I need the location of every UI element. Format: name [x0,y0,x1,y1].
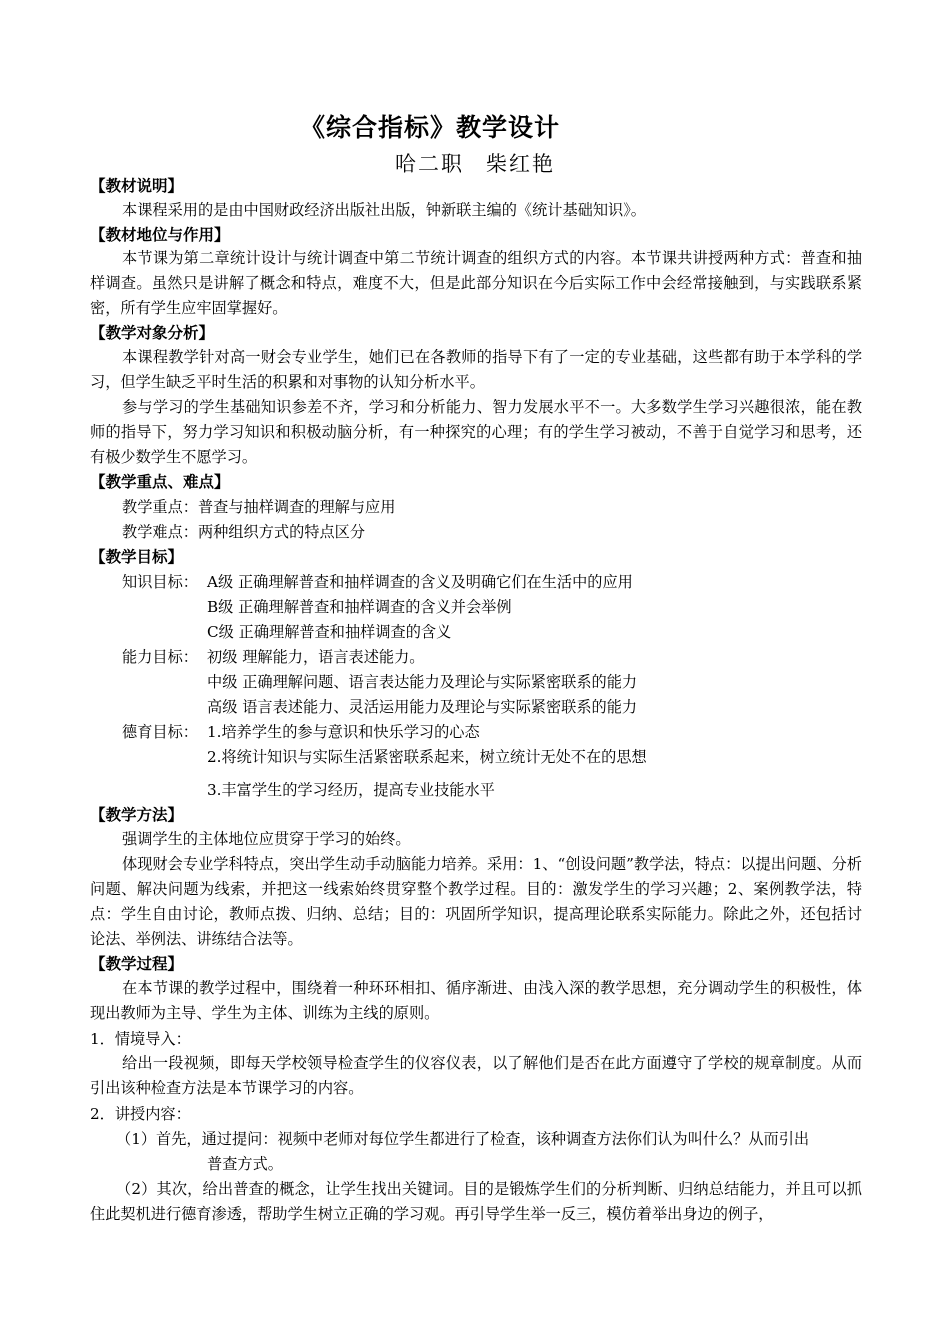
moral-1: 1.培养学生的参与意识和快乐学习的心态 [207,723,480,741]
section-heading-position: 【教材地位与作用】 [90,226,230,244]
moral-2: 2.将统计知识与实际生活紧密联系起来，树立统计无处不在的思想 [207,748,647,766]
section-heading-process: 【教学过程】 [90,955,184,973]
moral-3: 3.丰富学生的学习经历，提高专业技能水平 [207,781,495,799]
author-school: 哈二职 [395,152,464,176]
section-heading-key-points: 【教学重点、难点】 [90,473,230,491]
section-heading-audience: 【教学对象分析】 [90,324,215,342]
author-line [395,148,577,178]
position-text: 本节课为第二章统计设计与统计调查中第二节统计调查的组织方式的内容。本节课共讲授两种方式：普查和抽样调查。虽然只是讲解了概念和特点，难度不大，但是此部分知识在今后实际工作中会经常接触到，与实践联系紧密，所有学生应牢固掌握好。 [90,249,862,317]
step-2-item-2: （2）其次，给出普查的概念，让学生找出关键词。目的是锻炼学生们的分析判断、归纳总结能力，并且可以抓住此契机进行德育渗透，帮助学生树立正确的学习观。再引导学生举一反三，模仿着举出身边的例子， [90,1180,862,1223]
ability-label: 能力目标： [122,648,198,666]
step-1-heading: 1．情境导入： [90,1030,191,1048]
knowledge-b: B级 正确理解普查和抽样调查的含义并会举例 [207,598,512,616]
step-2-heading: 2．讲授内容： [90,1105,191,1123]
ability-intermediate: 中级 正确理解问题、语言表达能力及理论与实际紧密联系的能力 [207,673,638,691]
author-name: 柴红艳 [486,152,555,176]
knowledge-c: C级 正确理解普查和抽样调查的含义 [207,623,452,641]
process-paragraph: 在本节课的教学过程中，围绕着一种环环相扣、循序渐进、由浅入深的教学思想，充分调动学生的积极性，体现出教师为主导、学生为主体、训练为主线的原则。 [90,979,862,1022]
document-title: 《综合指标》教学设计 [299,113,560,142]
difficult-point: 教学难点：两种组织方式的特点区分 [122,523,365,541]
key-point: 教学重点：普查与抽样调查的理解与应用 [122,498,396,516]
methods-paragraph-1: 强调学生的主体地位应贯穿于学习的始终。 [122,830,411,848]
methods-paragraph-2: 体现财会专业学科特点，突出学生动手动脑能力培养。采用：1、“创设问题”教学法，特点：以提出问题、分析问题、解决问题为线索，并把这一线索始终贯穿整个教学过程。目的：激发学生的学习兴趣；2、案例教学法，特点：学生自由讨论，教师点拨、归纳、总结；目的：巩固所学知识，提高理论联系实际能力。除此之外，还包括讨论法、举例法、讲练结合法等。 [90,855,862,948]
ability-advanced: 高级 语言表述能力、灵活运用能力及理论与实际紧密联系的能力 [207,698,638,716]
step-1-text: 给出一段视频，即每天学校领导检查学生的仪容仪表，以了解他们是否在此方面遵守了学校的规章制度。从而引出该种检查方法是本节课学习的内容。 [90,1054,862,1097]
ability-basic: 初级 理解能力，语言表述能力。 [207,648,425,666]
section-heading-methods: 【教学方法】 [90,806,184,824]
knowledge-label: 知识目标： [122,573,198,591]
section-heading-materials: 【教材说明】 [90,177,184,195]
step-2-item-1-cont: 普查方式。 [207,1155,283,1173]
moral-label: 德育目标： [122,723,198,741]
step-2-item-1: （1）首先，通过提问：视频中老师对每位学生都进行了检查，该种调查方法你们认为叫什么？从而引出 [116,1130,810,1148]
materials-text: 本课程采用的是由中国财政经济出版社出版，钟新联主编的《统计基础知识》。 [122,201,646,219]
knowledge-a: A级 正确理解普查和抽样调查的含义及明确它们在生活中的应用 [207,573,633,591]
audience-paragraph-1: 本课程教学针对高一财会专业学生，她们已在各教师的指导下有了一定的专业基础，这些都有助于本学科的学习，但学生缺乏平时生活的积累和对事物的认知分析水平。 [90,348,862,391]
section-heading-objectives: 【教学目标】 [90,548,184,566]
audience-paragraph-2: 参与学习的学生基础知识参差不齐，学习和分析能力、智力发展水平不一。大多数学生学习兴趣很浓，能在教师的指导下，努力学习知识和积极动脑分析，有一种探究的心理；有的学生学习被动，不善于自觉学习和思考，还有极少数学生不愿学习。 [90,398,862,466]
